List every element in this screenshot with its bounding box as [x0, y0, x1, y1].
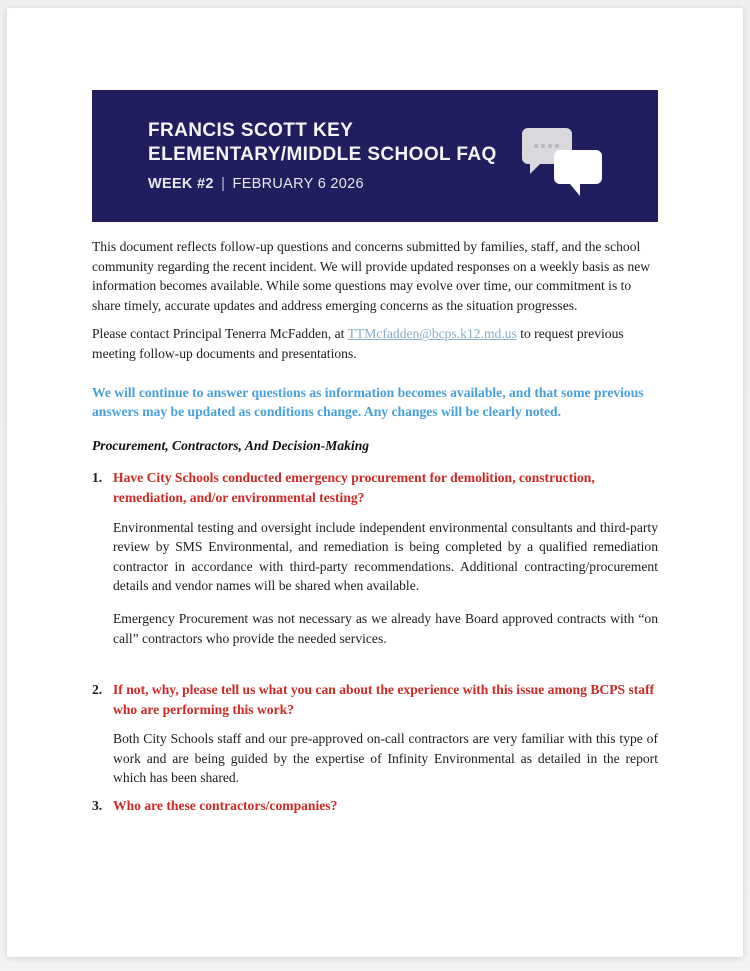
question-2: [92, 680, 658, 719]
qa-item-3: [92, 796, 658, 816]
question-3: [92, 796, 658, 816]
contact-paragraph: [92, 324, 658, 363]
section-heading: Procurement, Contractors, And Decision-Making: [92, 437, 370, 453]
qa-item-2: [92, 680, 658, 788]
document-page: [7, 8, 743, 957]
answer-1-paragraph-1: Environmental testing and oversight include independent environmental consultants and third-party review by SMS Environmental, and remediation is being completed by a qualified remediation contractor in accordance with third-party recommendations. Additional contracting/procurement details and vendor names will be shared when available.: [113, 519, 658, 594]
week-label: WEEK #2: [148, 176, 214, 192]
qa-item-1: [92, 468, 658, 648]
header-banner: [92, 90, 658, 222]
document-title-line2: ELEMENTARY/MIDDLE SCHOOL FAQ: [148, 144, 497, 165]
document-body: [92, 237, 658, 816]
intro-paragraph: This document reflects follow-up questions and concerns submitted by families, staff, and the school community regarding the recent incident. We will provide updated responses on a weekly basis as new information becomes available. While some questions may evolve over time, our commitment is to share timely, accurate updates and address emerging concerns as the situation progresses.: [92, 239, 651, 313]
question-2-text: If not, why, please tell us what you can about the experience with this issue among BCPS staff who are performing this work?: [113, 682, 655, 717]
subtitle-separator: |: [221, 176, 226, 192]
question-1: [92, 468, 658, 507]
contact-text-before: Please contact Principal Tenerra McFadden, at: [92, 326, 348, 342]
question-1-text: Have City Schools conducted emergency procurement for demolition, construction, remediation, and/or environmental testing?: [113, 470, 595, 505]
chat-bubbles-icon: [520, 126, 608, 198]
question-3-text: Who are these contractors/companies?: [113, 798, 338, 814]
email-link[interactable]: TTMcfadden@bcps.k12.md.us: [347, 326, 517, 342]
question-2-number: 2.: [92, 682, 103, 698]
question-3-number: 3.: [92, 798, 103, 814]
document-title-line1: FRANCIS SCOTT KEY: [148, 120, 354, 141]
question-1-number: 1.: [92, 470, 103, 486]
contact-text-after: to request previous meeting follow-up documents and presentations.: [92, 326, 624, 361]
date-label: FEBRUARY 6 2026: [232, 176, 364, 192]
update-notice: We will continue to answer questions as information becomes available, and that some previous answers may be updated as conditions change. Any changes will be clearly noted.: [92, 384, 644, 420]
answer-1-paragraph-2: Emergency Procurement was not necessary as we already have Board approved contracts with “on call” contractors who provide the needed services.: [113, 610, 658, 646]
answer-2-paragraph-1: Both City Schools staff and our pre-approved on-call contractors are very familiar with this type of work and are being guided by the expertise of Infinity Environmental as detailed in the report which has been shared.: [113, 731, 658, 786]
